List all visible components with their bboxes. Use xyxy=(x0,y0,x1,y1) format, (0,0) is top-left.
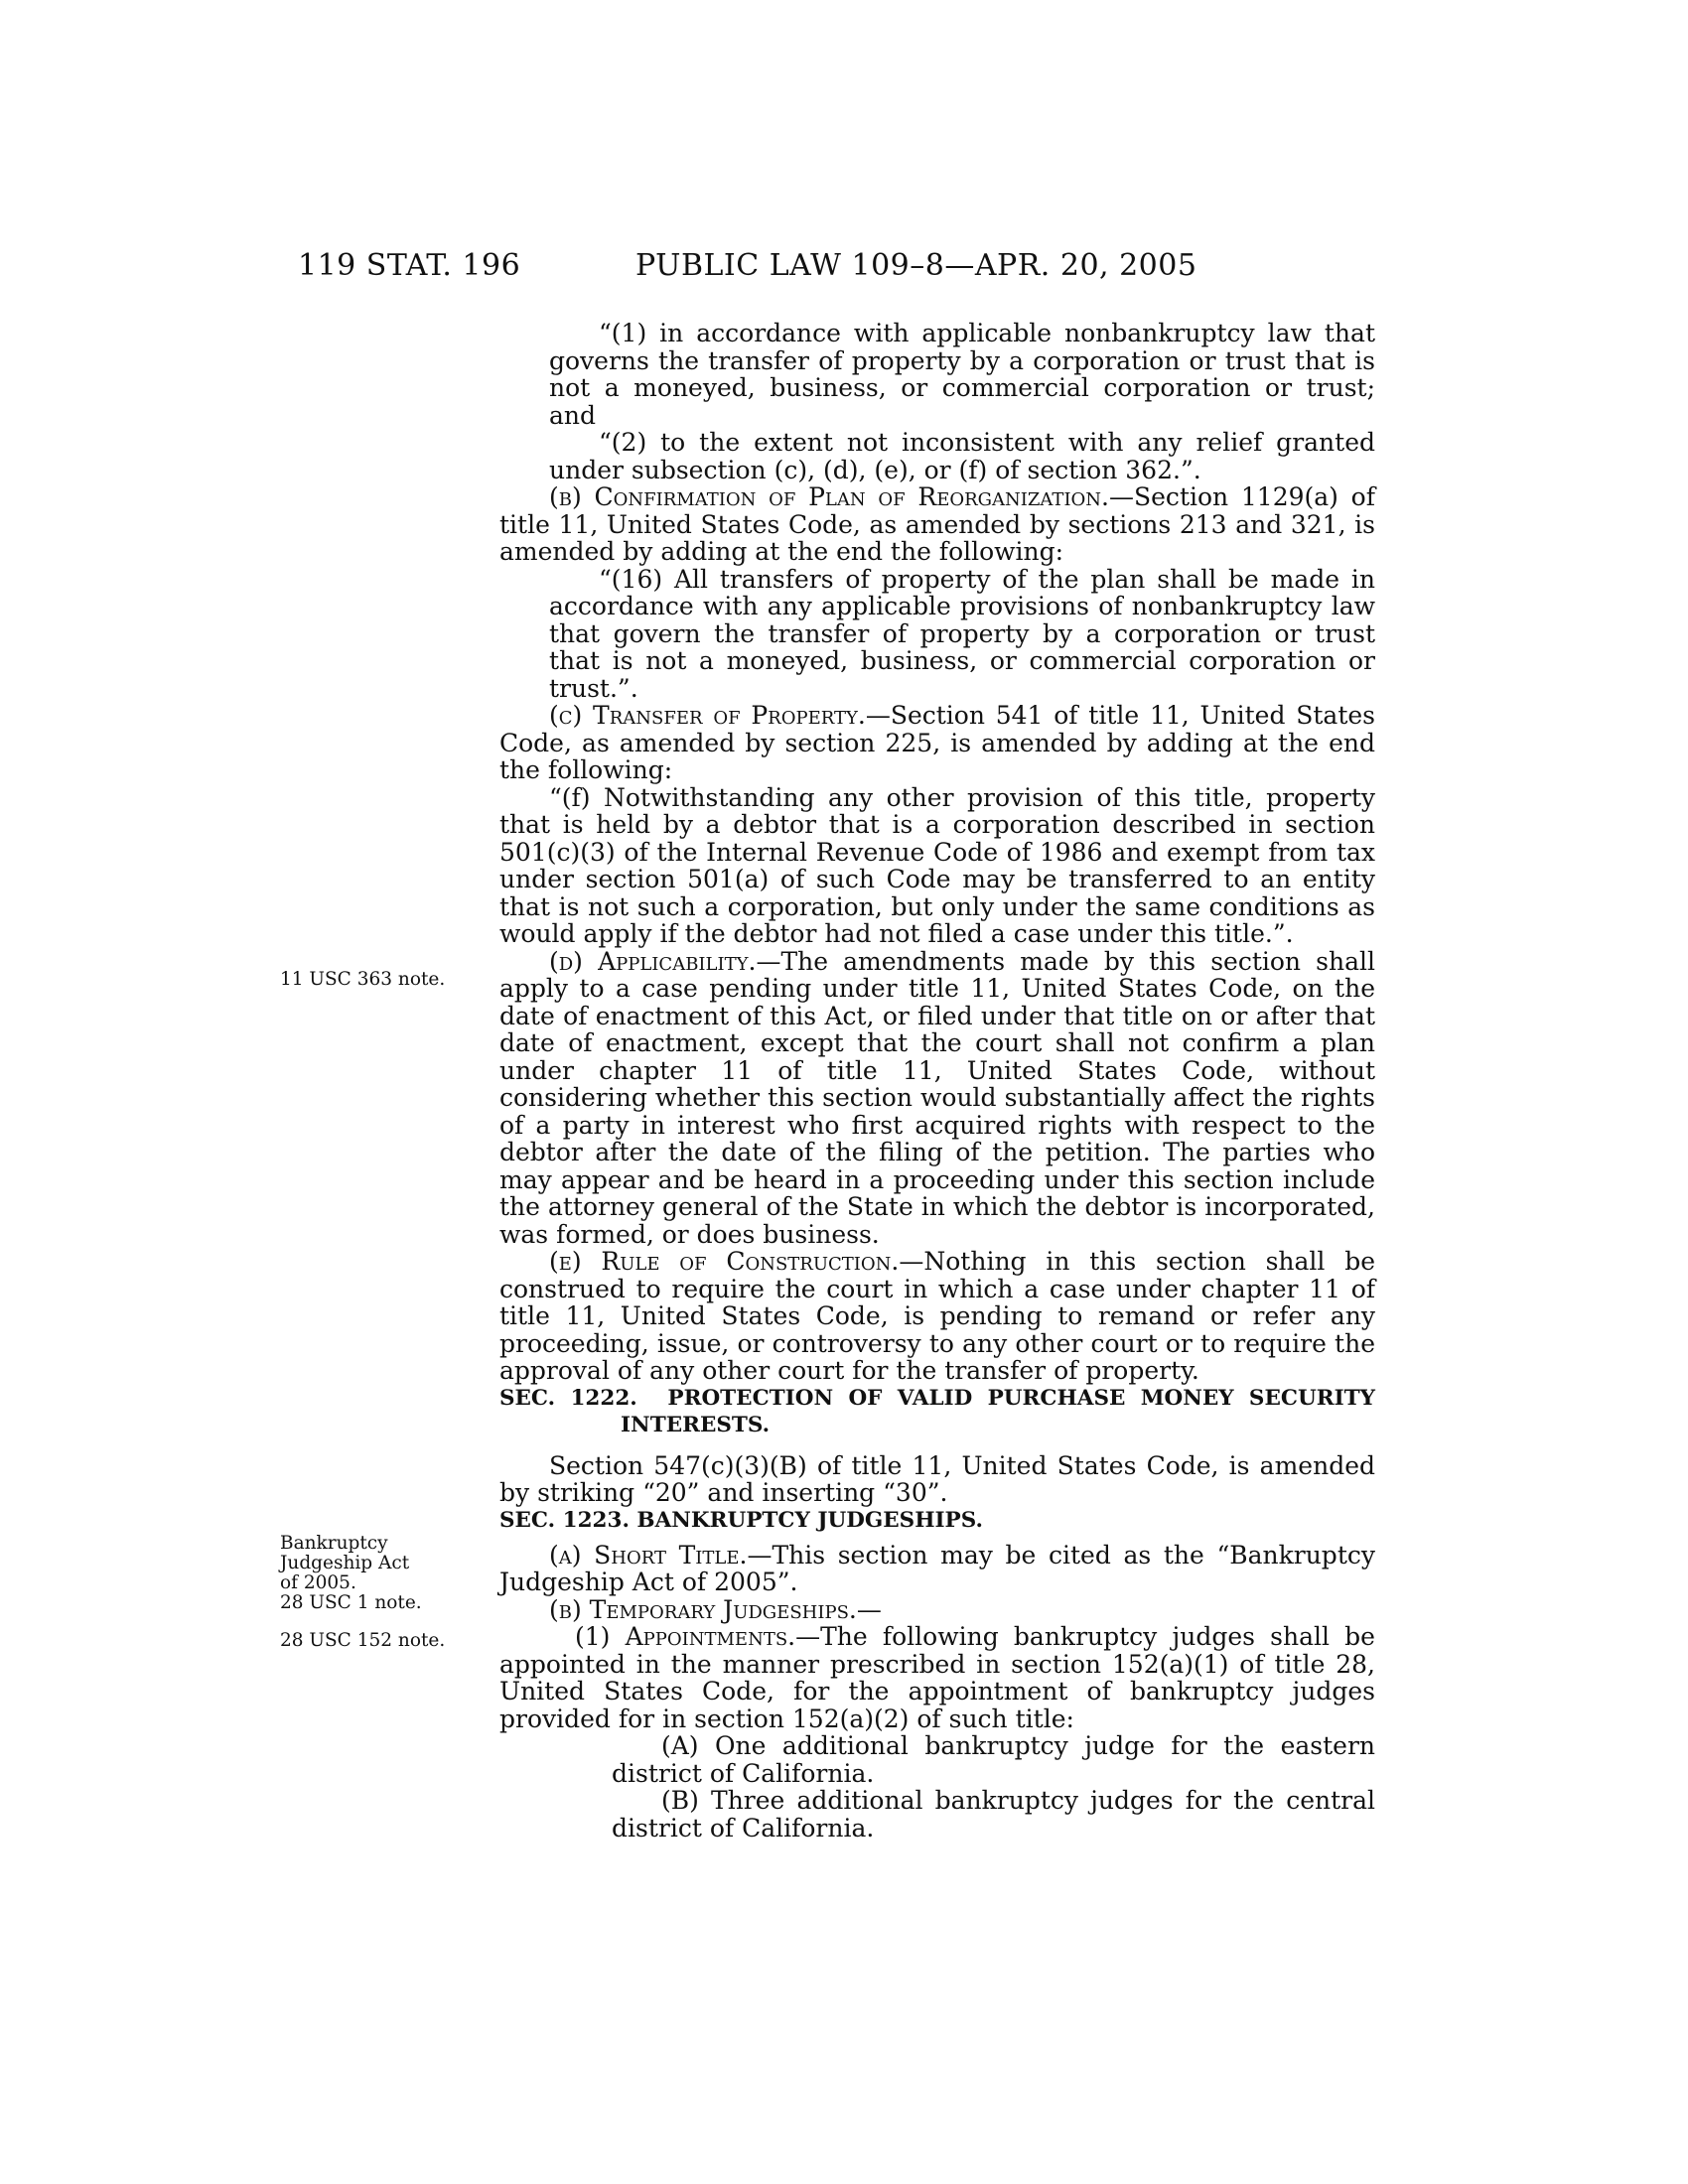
margin-note-line: Bankruptcy xyxy=(280,1533,388,1554)
subsection-a-heading: (a) Short Title. xyxy=(549,1540,748,1570)
margin-note-28-usc-1: 28 USC 1 note. xyxy=(280,1592,422,1613)
paragraph-appointments-text: —The following bankruptcy judges shall be appointed in the manner prescribed in section 152(a)(1) of title 28, United States Code, for the appointment of bankruptcy judges provided for in section 152(a)(2) of such title: xyxy=(499,1622,1375,1733)
paragraph-2: “(2) to the extent not inconsistent with any relief granted under subsection (c), (d), (e), or (f) of section 362.”. xyxy=(549,428,1375,484)
subsection-b-quote: “(16) All transfers of property of the plan shall be made in accordance with any applicable provisions of nonbankruptcy law that govern the transfer of property by a corporation or trust that is not a moneyed, business, or commercial corporation or trust.”. xyxy=(549,564,1375,703)
margin-note-11-usc-363: 11 USC 363 note. xyxy=(280,969,446,990)
subsection-a-text: —This section may be cited as the “Bankruptcy Judgeship Act of 2005”. xyxy=(499,1540,1375,1596)
subsection-d-text: —The amendments made by this section shall apply to a case pending under title 11, United States Code, on the date of enactment of this Act, or filed under that title on or after that date of enactment, except that the court shall not confirm a plan under chapter 11 of title 11, United States Code, without considering whether this section would substantially affect the rights of a party in interest who first acquired rights with respect to the debtor after the date of the filing of the petition. The parties who may appear and be heard in a proceeding under this section include the attorney general of the State in which the debtor is incorporated, was formed, or does business. xyxy=(499,946,1375,1249)
margin-note-line: of 2005. xyxy=(280,1572,356,1593)
subsection-c-quote: “(f) Notwithstanding any other provision of this title, property that is held by a debtor that is a corporation described in section 501(c)(3) of the Internal Revenue Code of 1986 and exempt from tax under section 501(a) of such Code may be transferred to an entity that is not such a corporation, but only under the same conditions as would apply if the debtor had not filed a case under this title.”. xyxy=(499,782,1375,948)
margin-note-28-usc-152: 28 USC 152 note. xyxy=(280,1630,446,1651)
section-1223-heading: SEC. 1223. BANKRUPTCY JUDGESHIPS. xyxy=(499,1507,983,1533)
body-text xyxy=(499,320,1375,1842)
section-1222-number: SEC. 1222. xyxy=(499,1385,637,1411)
subsection-b-temporary-dash: — xyxy=(856,1594,882,1624)
subsection-e xyxy=(499,1248,1375,1385)
subsection-c xyxy=(499,702,1375,784)
section-1222-heading xyxy=(499,1385,1375,1438)
paragraph-1: “(1) in accordance with applicable nonbankruptcy law that governs the transfer of property by a corporation or trust that is not a moneyed, business, or commercial corporation or trust; and xyxy=(549,319,1375,430)
subsection-d-heading: (d) Applicability. xyxy=(549,946,757,976)
subsection-b-temporary xyxy=(499,1596,1375,1624)
statute-page-number: 119 STAT. 196 xyxy=(298,248,521,283)
paragraph-appointments-heading: (1) Appointments. xyxy=(575,1622,796,1651)
subsection-a xyxy=(499,1542,1375,1596)
subsection-d xyxy=(499,948,1375,1249)
subsection-b-text: —Section 1129(a) of title 11, United States Code, as amended by sections 213 and 321, is amended by adding at the end the following: xyxy=(499,482,1375,566)
section-1222-text: Section 547(c)(3)(B) of title 11, United States Code, is amended by striking “20” and inserting “30”. xyxy=(499,1450,1375,1507)
clause-a: (A) One additional bankruptcy judge for the eastern district of California. xyxy=(612,1731,1375,1788)
subsection-b-heading: (b) Confirmation of Plan of Reorganization. xyxy=(549,482,1110,511)
subsection-c-text: —Section 541 of title 11, United States Code, as amended by section 225, is amended by adding at the end the following: xyxy=(499,701,1376,784)
subsection-c-heading: (c) Transfer of Property. xyxy=(549,701,866,730)
running-header: PUBLIC LAW 109–8—APR. 20, 2005 xyxy=(635,248,1197,283)
margin-note-line: Judgeship Act xyxy=(280,1553,410,1573)
subsection-b xyxy=(499,483,1375,566)
clause-b: (B) Three additional bankruptcy judges for the central district of California. xyxy=(612,1786,1375,1843)
margin-note-bankruptcy-act xyxy=(280,1534,422,1613)
subsection-e-heading: (e) Rule of Construction. xyxy=(549,1247,900,1276)
section-1222-title: PROTECTION OF VALID PURCHASE MONEY SECURITY INTERESTS. xyxy=(621,1385,1375,1437)
paragraph-appointments xyxy=(499,1623,1375,1732)
subsection-e-text: —Nothing in this section shall be construed to require the court in which a case under chapter 11 of title 11, United States Code, is pending to remand or refer any proceeding, issue, or controversy to any other court or to require the approval of any other court for the transfer of property. xyxy=(499,1247,1375,1385)
subsection-b-temporary-heading: (b) Temporary Judgeships. xyxy=(549,1594,857,1624)
